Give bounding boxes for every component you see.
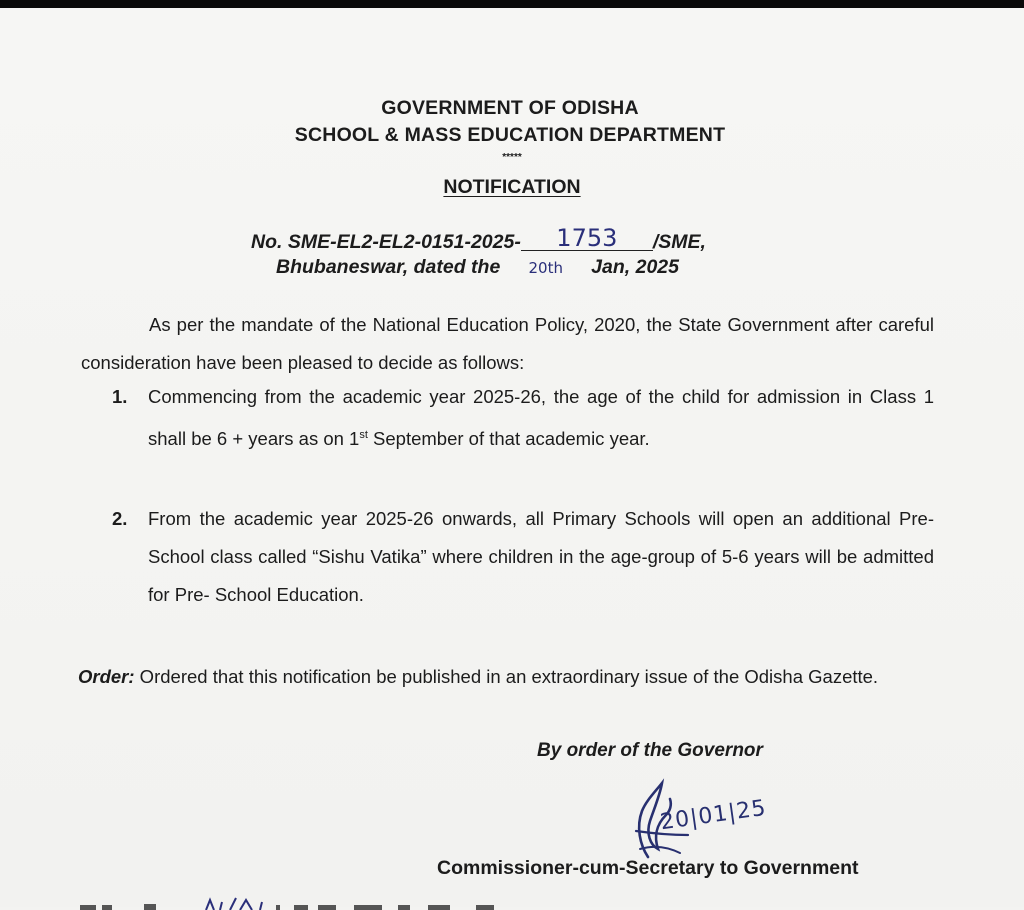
header-department: SCHOOL & MASS EDUCATION DEPARTMENT [294,124,726,146]
list-item [112,500,934,614]
reference-suffix: /SME, [652,231,706,253]
order-label: Order: [78,666,135,687]
list-item-text: From the academic year 2025-26 onwards, all Primary Schools will open an additional Pre- School class called “Sishu Vatika” where children in the age-group of 5-6 years will be admitted for Pre- School Education. [148,508,934,605]
list-item [112,378,934,458]
handwritten-day-blank [506,259,586,277]
reference-number-line [251,224,706,254]
handwritten-number: 1753 [556,224,618,252]
order-paragraph [78,660,930,694]
notification-title: NOTIFICATION [443,176,581,198]
top-edge-bar [0,0,1024,8]
list-item-number: 2. [112,508,128,529]
notification-title-wrap [0,176,1024,199]
by-order-line: By order of the Governor [537,740,763,761]
reference-date-line [276,256,679,279]
place-prefix: Bhubaneswar, dated the [276,256,501,278]
reference-prefix: No. SME-EL2-EL2-0151-2025- [251,231,521,253]
designation: Commissioner-cum-Secretary to Government [437,857,859,879]
signature-date: 20|01|25 [658,795,769,836]
list-item-text-part: Commencing from the academic year 2025-26, the age of the child for admission in Class 1 shall be 6 + years as on 1 [148,386,934,450]
cut-off-bottom-text [80,896,600,910]
list-item-text [148,378,934,458]
header-stars: ***** [502,152,522,163]
intro-paragraph: As per the mandate of the National Education Policy, 2020, the State Government after careful consideration have been pleased to decide as follows: [81,314,934,373]
ordinal-suffix: st [359,429,368,441]
handwritten-day: 20th [528,259,563,277]
handwritten-number-blank [521,224,653,252]
list-item-number: 1. [112,386,128,407]
date-suffix: Jan, 2025 [591,256,679,278]
header-government: GOVERNMENT OF ODISHA [381,97,639,119]
order-text: Ordered that this notification be published in an extraordinary issue of the Odisha Gazette. [134,666,879,687]
list-item-text-part: September of that academic year. [367,428,650,450]
